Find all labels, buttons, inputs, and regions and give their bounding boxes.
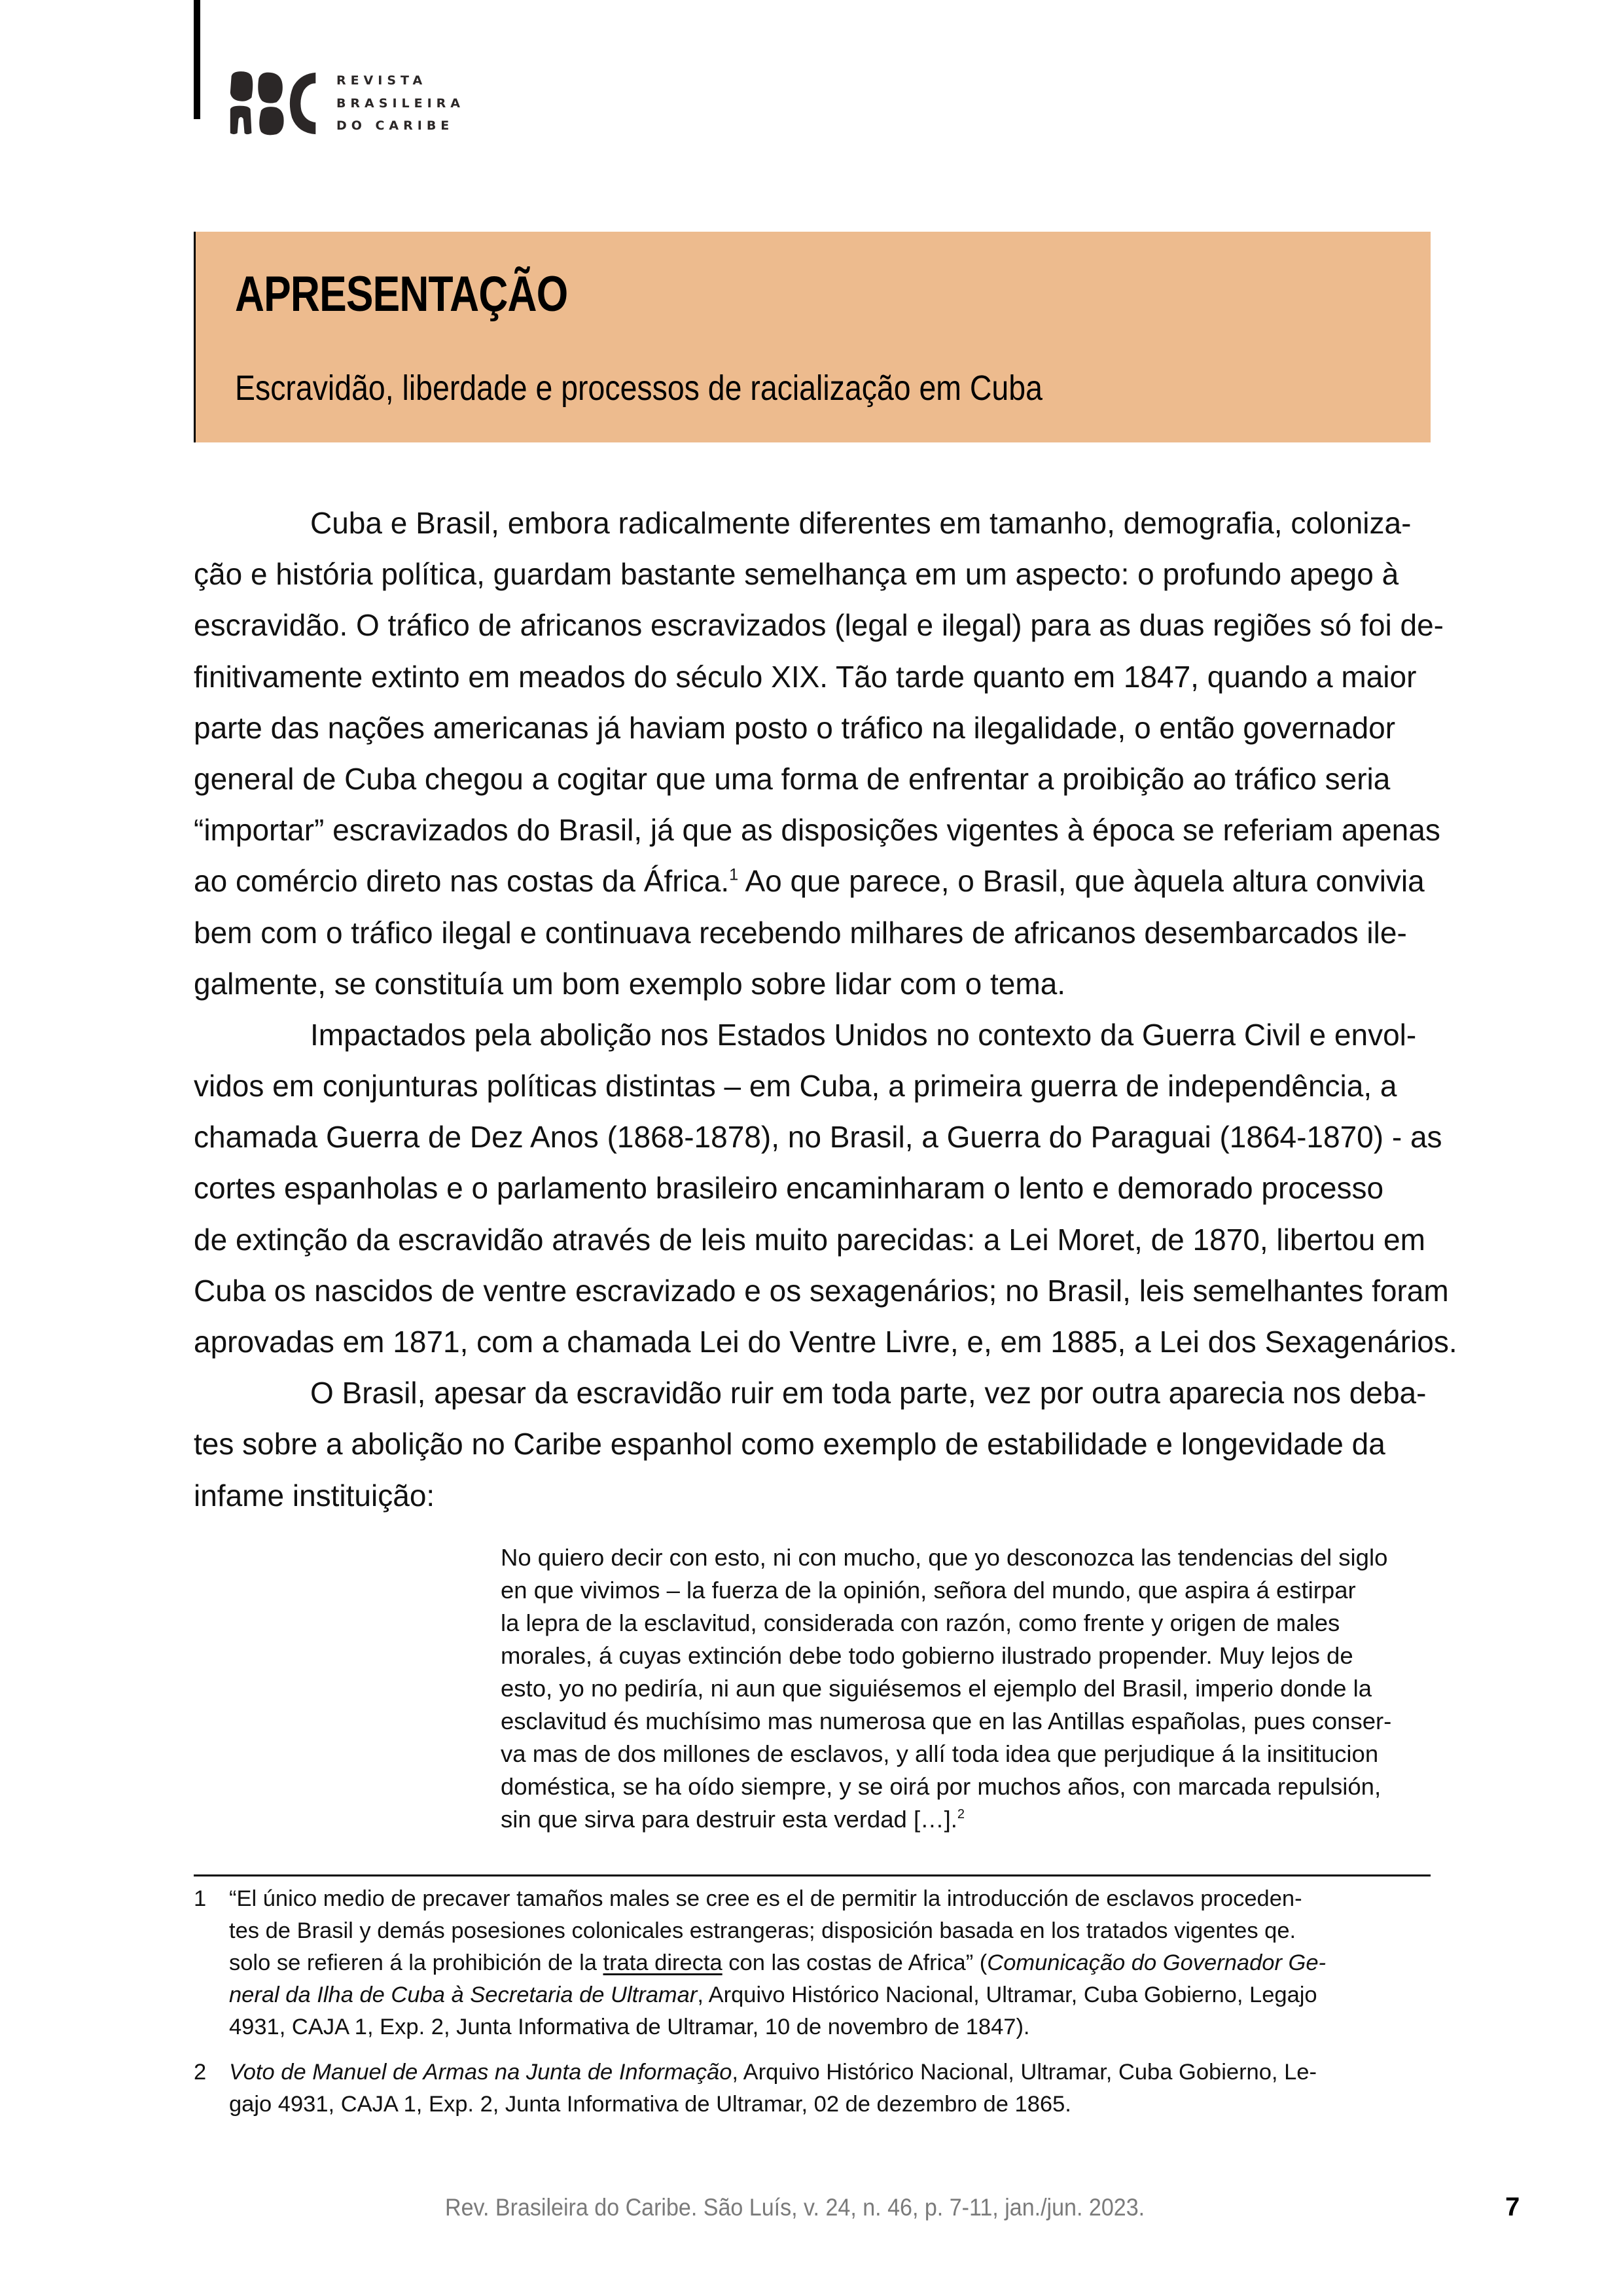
- text-line: tes sobre a abolição no Caribe espanhol como exemplo de estabilidade e longevidade da: [194, 1427, 1385, 1462]
- text-line: finitivamente extinto em meados do século XIX. Tão tarde quanto em 1847, quando a maior: [194, 659, 1417, 694]
- footnote-text: , Arquivo Histórico Nacional, Ultramar, Cuba Gobierno, Le-: [732, 2060, 1317, 2085]
- footnote-number: 2: [194, 2060, 207, 2085]
- text-line: [194, 855, 1431, 906]
- footnote-ref-1[interactable]: 1: [729, 865, 739, 884]
- quote-line-content: sin que sirva para destruir esta verdad […].: [501, 1806, 957, 1833]
- text-line: cortes espanholas e o parlamento brasileiro encaminharam o lento e demorado processo: [194, 1171, 1384, 1206]
- text-line: chamada Guerra de Dez Anos (1868-1878), no Brasil, a Guerra do Paraguai (1864-1870) - as: [194, 1120, 1442, 1155]
- quote-line: [501, 1803, 1431, 1836]
- text-line: de extinção da escravidão através de leis muito parecidas: a Lei Moret, de 1870, libertou em: [194, 1222, 1425, 1257]
- paragraph: [194, 497, 1444, 1009]
- quote-line: en que vivimos – la fuerza de la opinión, señora del mundo, que aspira á estirpar: [501, 1577, 1356, 1604]
- text-line: [194, 1009, 1431, 1060]
- section-title: APRESENTAÇÃO: [235, 266, 568, 322]
- header-vertical-bar: [194, 0, 200, 119]
- footnote-line: [229, 1947, 1431, 1979]
- text-line: infame instituição:: [194, 1478, 435, 1513]
- quote-line: va mas de dos millones de esclavos, y allí toda idea que perjudique á la insititucion: [501, 1740, 1379, 1767]
- footnote-number: 1: [194, 1886, 207, 1911]
- text-line: “importar” escravizados do Brasil, já que as disposições vigentes à época se referiam apenas: [194, 813, 1440, 848]
- footnote-line: [229, 2056, 1431, 2089]
- text-line: aprovadas em 1871, com a chamada Lei do Ventre Livre, e, em 1885, a Lei dos Sexagenários.: [194, 1325, 1457, 1359]
- journal-wordmark: [336, 75, 465, 132]
- footer-citation: Rev. Brasileira do Caribe. São Luís, v. 24, n. 46, p. 7-11, jan./jun. 2023.: [445, 2194, 1145, 2221]
- footnote-ref-2[interactable]: 2: [957, 1806, 965, 1821]
- journal-logo: [229, 67, 465, 140]
- text-line: vidos em conjunturas políticas distintas – em Cuba, a primeira guerra de independência, a: [194, 1069, 1397, 1103]
- text-line: [194, 1367, 1431, 1418]
- paragraph: [194, 1367, 1431, 1521]
- footnote-italic-text: Voto de Manuel de Armas na Junta de Informação: [229, 2060, 732, 2085]
- title-band: [194, 232, 1431, 442]
- text-line-content: Impactados pela abolição nos Estados Unidos no contexto da Guerra Civil e envol-: [310, 1017, 1417, 1052]
- article-subtitle: Escravidão, liberdade e processos de racialização em Cuba: [235, 368, 1043, 408]
- footnote-2: [194, 2056, 1431, 2121]
- footnote-line: “El único medio de precaver tamaños males se cree es el de permitir la introducción de esclavos proceden-: [229, 1886, 1302, 1911]
- footnote-text: con las costas de Africa” (: [722, 1950, 988, 1975]
- quote-line: esto, yo no pediría, ni aun que siguiésemos el ejemplo del Brasil, imperio donde la: [501, 1675, 1372, 1702]
- footnote-text: , Arquivo Histórico Nacional, Ultramar, Cuba Gobierno, Legajo: [697, 1982, 1317, 2007]
- text-line: ção e história política, guardam bastante semelhança em um aspecto: o profundo apego à: [194, 557, 1399, 592]
- text-line-content: Cuba e Brasil, embora radicalmente diferentes em tamanho, demografia, coloniza-: [310, 506, 1412, 540]
- footnotes: [194, 1883, 1431, 2134]
- wordmark-line: REVISTA: [336, 73, 427, 88]
- underlined-text: trata directa: [603, 1950, 722, 1975]
- footnote-line: [229, 1979, 1431, 2011]
- footnote-line: 4931, CAJA 1, Exp. 2, Junta Informativa de Ultramar, 10 de novembro de 1847).: [229, 2015, 1030, 2039]
- text-line: [194, 497, 1431, 548]
- article-body: [194, 497, 1457, 1521]
- page-number: 7: [1505, 2193, 1520, 2221]
- rbc-logo-icon: [229, 68, 318, 139]
- footnote-separator: [194, 1874, 1431, 1876]
- text-line: parte das nações americanas já haviam posto o tráfico na ilegalidade, o então governador: [194, 710, 1396, 745]
- text-line: bem com o tráfico ilegal e continuava recebendo milhares de africanos desembarcados ile-: [194, 915, 1407, 950]
- text-line: escravidão. O tráfico de africanos escravizados (legal e ilegal) para as duas regiões só foi de-: [194, 608, 1444, 643]
- text-line-content: Ao que parece, o Brasil, que àquela altura convivia: [745, 864, 1425, 899]
- footnote-line: gajo 4931, CAJA 1, Exp. 2, Junta Informativa de Ultramar, 02 de dezembro de 1865.: [229, 2092, 1071, 2117]
- text-line: Cuba os nascidos de ventre escravizado e os sexagenários; no Brasil, leis semelhantes foram: [194, 1273, 1449, 1308]
- quote-line: esclavitud és muchísimo mas numerosa que en las Antillas españolas, pues conser-: [501, 1708, 1392, 1734]
- wordmark-line: BRASILEIRA: [336, 96, 465, 111]
- paragraph: [194, 1009, 1457, 1367]
- quote-line: la lepra de la esclavitud, considerada con razón, como frente y origen de males: [501, 1609, 1340, 1636]
- text-line: galmente, se constituía um bom exemplo sobre lidar com o tema.: [194, 966, 1066, 1001]
- quote-line: doméstica, se ha oído siempre, y se oirá por muchos años, con marcada repulsión,: [501, 1773, 1382, 1800]
- text-line-content: ao comércio direto nas costas da África.: [194, 864, 730, 899]
- footnote-line: tes de Brasil y demás posesiones colonicales estrangeras; disposición basada en los tratados vigentes qe.: [229, 1918, 1296, 1943]
- quote-line: morales, á cuyas extinción debe todo gobierno ilustrado propender. Muy lejos de: [501, 1642, 1353, 1669]
- quote-line: No quiero decir con esto, ni con mucho, que yo desconozca las tendencias del siglo: [501, 1544, 1388, 1571]
- footnote-1: [194, 1883, 1431, 2043]
- wordmark-line: DO CARIBE: [336, 118, 454, 133]
- text-line: general de Cuba chegou a cogitar que uma forma de enfrentar a proibição ao tráfico seria: [194, 761, 1391, 796]
- footnote-italic-text: Comunicação do Governador Ge-: [987, 1950, 1327, 1975]
- block-quote: [501, 1541, 1431, 1836]
- text-line-content: O Brasil, apesar da escravidão ruir em toda parte, vez por outra aparecia nos deba-: [310, 1376, 1427, 1410]
- footnote-italic-text: neral da Ilha de Cuba à Secretaria de Ultramar: [229, 1982, 698, 2007]
- footnote-text: solo se refieren á la prohibición de la: [229, 1950, 603, 1975]
